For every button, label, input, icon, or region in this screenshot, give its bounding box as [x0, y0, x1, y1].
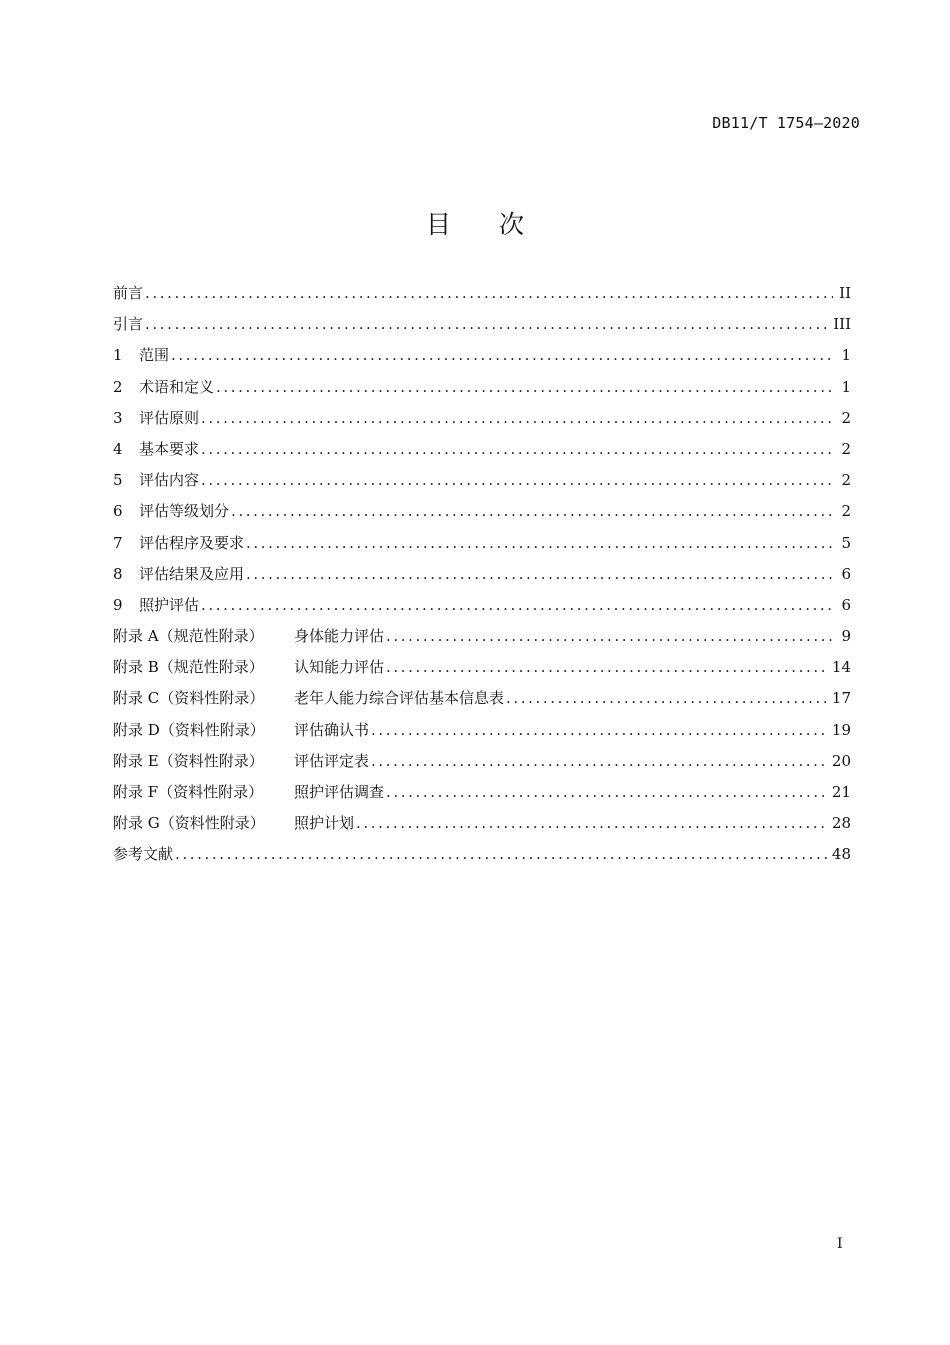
toc-entry-label: 照护评估: [139, 595, 200, 614]
toc-entry[interactable]: [113, 407, 851, 438]
toc-page-number: 2: [841, 408, 851, 427]
toc-appendix-label: 附录 A（规范性附录）: [113, 627, 264, 646]
toc-entry-number: 8: [113, 564, 123, 583]
toc-entry-label: 照护评估调查: [294, 783, 385, 801]
toc-page-number: 21: [831, 783, 851, 801]
toc-entry-label: 评估程序及要求: [139, 533, 245, 552]
toc-dot-leader: [216, 378, 833, 396]
toc-entry-label: 老年人能力综合评估基本信息表: [294, 689, 505, 708]
toc-entry[interactable]: [113, 719, 851, 750]
table-of-contents: [113, 282, 851, 875]
toc-appendix-label: 附录 D（资料性附录）: [113, 720, 265, 739]
toc-page-number: 2: [841, 439, 851, 458]
toc-page-number: II: [839, 284, 851, 302]
toc-entry-number: 5: [113, 471, 123, 490]
toc-page-number: 28: [831, 814, 851, 833]
toc-dot-leader: [201, 471, 833, 489]
toc-entry-label: 前言: [113, 284, 144, 302]
toc-dot-leader: [145, 315, 829, 333]
toc-entry-label: 身体能力评估: [294, 627, 385, 646]
toc-entry[interactable]: [113, 532, 851, 563]
toc-entry[interactable]: [113, 594, 851, 625]
toc-entry-label: 评估结果及应用: [139, 564, 245, 583]
toc-page-number: 2: [841, 471, 851, 490]
toc-entry-number: 7: [113, 533, 123, 552]
toc-entry[interactable]: [113, 656, 851, 687]
toc-entry-label: 认知能力评估: [294, 658, 385, 677]
toc-dot-leader: [201, 440, 833, 458]
toc-entry-label: 评估原则: [139, 408, 200, 427]
toc-dot-leader: [201, 409, 833, 427]
toc-entry[interactable]: [113, 843, 851, 874]
title-char-1: 目: [425, 210, 451, 239]
toc-entry-label: 范围: [139, 346, 170, 365]
toc-entry[interactable]: [113, 376, 851, 407]
toc-entry-label: 引言: [113, 315, 144, 334]
toc-dot-leader: [231, 502, 833, 520]
toc-entry[interactable]: [113, 781, 851, 812]
toc-entry-label: 基本要求: [139, 439, 200, 458]
toc-page-number: 9: [841, 627, 851, 646]
toc-appendix-label: 附录 F（资料性附录）: [113, 783, 264, 801]
toc-page-number: 1: [841, 377, 851, 396]
toc-entry[interactable]: [113, 500, 851, 531]
toc-entry-label: 评估评定表: [294, 751, 370, 770]
toc-entry[interactable]: [113, 344, 851, 375]
toc-dot-leader: [371, 721, 828, 739]
toc-appendix-label: 附录 G（资料性附录）: [113, 814, 265, 833]
toc-entry[interactable]: [113, 687, 851, 718]
footer-page-number: I: [837, 1236, 843, 1252]
toc-page-number: 6: [841, 595, 851, 614]
toc-entry[interactable]: [113, 469, 851, 500]
toc-page-number: 6: [841, 564, 851, 583]
toc-dot-leader: [201, 596, 833, 614]
toc-page-number: 20: [831, 751, 851, 770]
toc-entry-number: 9: [113, 595, 123, 614]
toc-dot-leader: [386, 783, 828, 801]
toc-dot-leader: [171, 346, 833, 364]
toc-page-number: 1: [841, 346, 851, 365]
toc-entry-number: 6: [113, 502, 123, 521]
toc-entry-number: 3: [113, 408, 123, 427]
toc-entry[interactable]: [113, 625, 851, 656]
toc-entry[interactable]: [113, 282, 851, 313]
toc-entry[interactable]: [113, 313, 851, 344]
standard-code: DB11/T 1754—2020: [712, 114, 860, 132]
toc-appendix-label: 附录 E（资料性附录）: [113, 751, 264, 770]
toc-entry-label: 照护计划: [294, 814, 355, 833]
toc-dot-leader: [386, 658, 828, 676]
toc-appendix-label: 附录 C（资料性附录）: [113, 689, 265, 708]
toc-dot-leader: [145, 284, 833, 302]
toc-dot-leader: [356, 814, 828, 832]
toc-entry-number: 2: [113, 377, 123, 396]
toc-page-number: 17: [831, 689, 851, 708]
toc-entry-label: 评估内容: [139, 471, 200, 490]
toc-page-number: 48: [831, 845, 851, 864]
toc-dot-leader: [371, 752, 828, 770]
toc-page-number: III: [833, 315, 851, 334]
toc-entry-label: 评估等级划分: [139, 502, 230, 521]
toc-page-number: 14: [831, 658, 851, 677]
toc-entry-label: 术语和定义: [139, 377, 215, 396]
toc-appendix-label: 附录 B（规范性附录）: [113, 658, 264, 677]
toc-page-number: 19: [831, 720, 851, 739]
toc-entry-number: 4: [113, 439, 123, 458]
toc-entry[interactable]: [113, 812, 851, 843]
toc-entry[interactable]: [113, 563, 851, 594]
toc-dot-leader: [386, 627, 833, 645]
toc-dot-leader: [175, 845, 828, 863]
toc-entry[interactable]: [113, 750, 851, 781]
toc-entry[interactable]: [113, 438, 851, 469]
page-title: [0, 205, 950, 241]
toc-dot-leader: [506, 689, 828, 707]
toc-page-number: 2: [841, 502, 851, 521]
toc-entry-number: 1: [113, 346, 123, 365]
toc-page-number: 5: [841, 533, 851, 552]
toc-entry-label: 参考文献: [113, 845, 174, 864]
title-char-2: 次: [499, 210, 525, 239]
toc-dot-leader: [246, 565, 833, 583]
toc-dot-leader: [246, 534, 833, 552]
toc-entry-label: 评估确认书: [294, 720, 370, 739]
